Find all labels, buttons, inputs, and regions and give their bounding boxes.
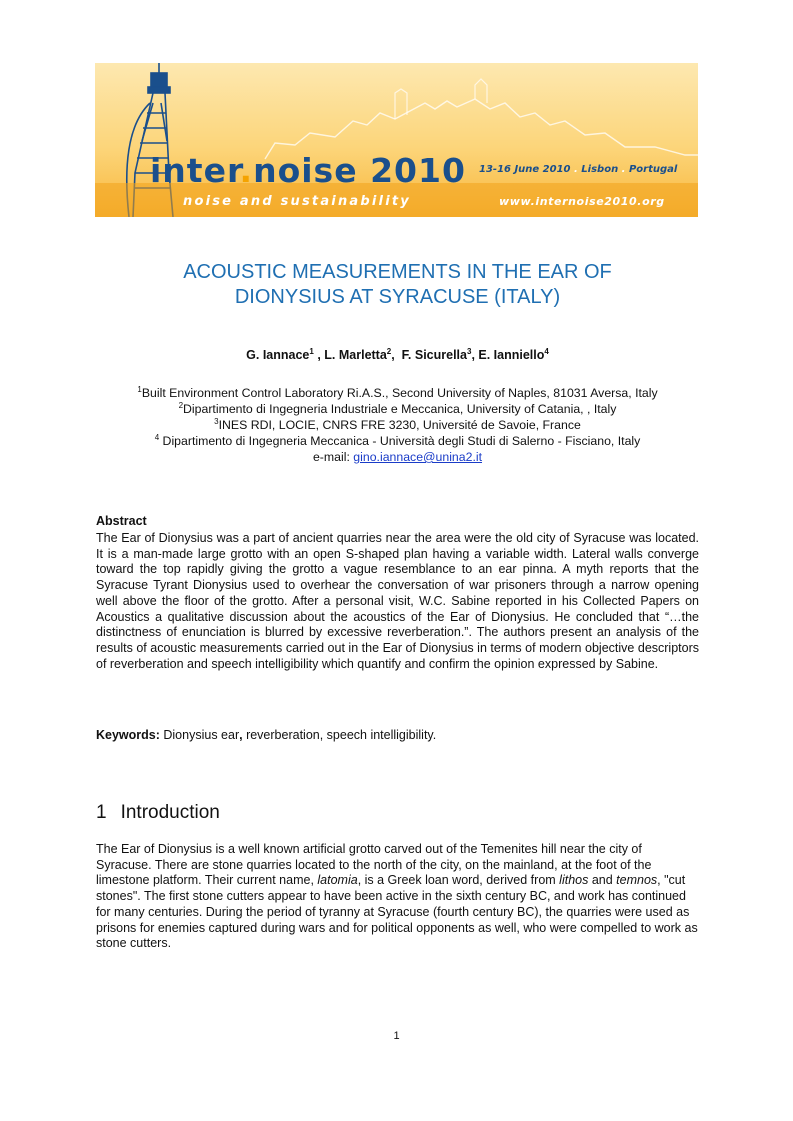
- affiliation-line: [96, 385, 699, 401]
- paper-title: [96, 260, 699, 310]
- affiliations: [96, 385, 699, 465]
- logo-dot: .: [239, 151, 254, 190]
- conference-tagline: noise and sustainability: [183, 194, 411, 209]
- author-sup: 4: [544, 346, 549, 356]
- author-sup: 2: [386, 346, 392, 356]
- affiliation-line: [96, 417, 699, 433]
- intro-text: and: [588, 873, 617, 888]
- intro-text: , "cut stones". The first stone cutters appear to have been active in the sixth century BC, and work has continued for many centuries. During the period of tyranny at Syracuse (fourth century BC), the quarries were used as prisons for enemies captured during wars and for political opponents as well, who were compelled to work as stone cutters.: [96, 873, 698, 951]
- author-name: F. Sicurella: [401, 348, 467, 362]
- affiliation-text: INES RDI, LOCIE, CNRS FRE 3230, Université de Savoie, France: [218, 418, 581, 432]
- author-name: E. Ianniello: [478, 348, 545, 362]
- title-line-1: ACOUSTIC MEASUREMENTS IN THE EAR OF: [183, 261, 612, 283]
- title-line-2: DIONYSIUS AT SYRACUSE (ITALY): [234, 286, 561, 308]
- affiliation-text: Dipartimento di Ingegneria Industriale e Meccanica, University of Catania, , Italy: [183, 402, 617, 416]
- abstract-text: The Ear of Dionysius was a part of ancient quarries near the area were the old city of Syracuse was located. It is a man-made large grotto with an open S-shaped plan having a variable width. Lateral walls converge toward the top rapidly giving the grotto a vague resemblance to an ear pinna. A myth reports that the Syracuse Tyrant Dionysius used to overhear the conversation of war prisoners through a narrow opening well above the floor of the grotto. After a personal visit, W.C. Sabine reported in his Collected Papers on Acoustics a qualitative discussion about the acoustics of the Ear of Dionysius. He concluded that “…the distinctness of enunciation is blurred by excessive reverberation.”. The authors present an analysis of the results of acoustic measurements carried out in the Ear of Dionysius in terms of modern objective descriptors of reverberation and speech intelligibility which quantify and confirm the opinion expressed by Sabine.: [96, 531, 699, 671]
- author-name: L. Marletta: [324, 348, 387, 362]
- affiliation-text: Built Environment Control Laboratory Ri.A.S., Second University of Naples, 81031 Aversa, Italy: [141, 386, 658, 400]
- section-title: Introduction: [120, 802, 220, 823]
- email-label: e-mail:: [312, 450, 354, 464]
- affiliation-line: [96, 433, 699, 449]
- keyword-first: Dionysius ear: [159, 728, 240, 742]
- section-heading: [96, 802, 220, 824]
- intro-italic-latomia: latomia: [317, 873, 358, 888]
- affiliation-sup: 3: [214, 416, 219, 426]
- conference-url: www.internoise2010.org: [499, 195, 665, 208]
- affiliation-text: Dipartimento di Ingegneria Meccanica - Università degli Studi di Salerno - Fisciano, Italy: [159, 434, 641, 448]
- email-line: [96, 449, 699, 465]
- keywords-label: Keywords:: [96, 728, 160, 742]
- intro-italic-temnos: temnos: [616, 873, 658, 888]
- city-text: Lisbon: [581, 164, 619, 175]
- date-separator: .: [570, 164, 582, 175]
- author-sup: 3: [466, 346, 472, 356]
- author-sup: 1: [309, 346, 314, 356]
- page-number: 1: [393, 1030, 400, 1042]
- abstract-heading: Abstract: [96, 514, 147, 528]
- keywords-rest: reverberation, speech intelligibility.: [242, 728, 437, 742]
- affiliation-sup: 4: [154, 432, 160, 442]
- affiliation-sup: 2: [178, 400, 184, 410]
- dates-text: 13-16 June 2010: [479, 164, 571, 175]
- keywords-line: [96, 728, 699, 742]
- introduction-paragraph: [96, 842, 699, 952]
- intro-text: , is a Greek loan word, derived from: [357, 873, 560, 888]
- keyword-comma: ,: [239, 728, 243, 742]
- logo-word-noise: noise 2010: [253, 151, 466, 190]
- intro-italic-lithos: lithos: [559, 873, 589, 888]
- author-list: G. Iannace$^1$ , L. Marletta$^2$, F. Sicurella$^3$, E. Ianniello$^4$: [246, 346, 549, 362]
- conference-logo: [150, 151, 490, 190]
- conference-dates: [479, 164, 689, 175]
- country-text: Portugal: [628, 164, 678, 175]
- author-name: G. Iannace: [246, 348, 310, 362]
- email-link[interactable]: gino.iannace@unina2.it: [353, 450, 483, 464]
- logo-word-inter: inter: [150, 151, 240, 190]
- section-number: 1: [96, 802, 107, 823]
- conference-banner: [95, 63, 698, 217]
- affiliation-line: [96, 401, 699, 417]
- affiliation-sup: 1: [137, 384, 142, 394]
- intro-text: The Ear of Dionysius is a well known artificial grotto carved out of the Temenites hill near the city of Syracuse. There are stone quarries located to the north of the city, on the mainland, at the foot of the limestone platform. Their current name,: [96, 842, 652, 888]
- date-separator: .: [618, 164, 629, 175]
